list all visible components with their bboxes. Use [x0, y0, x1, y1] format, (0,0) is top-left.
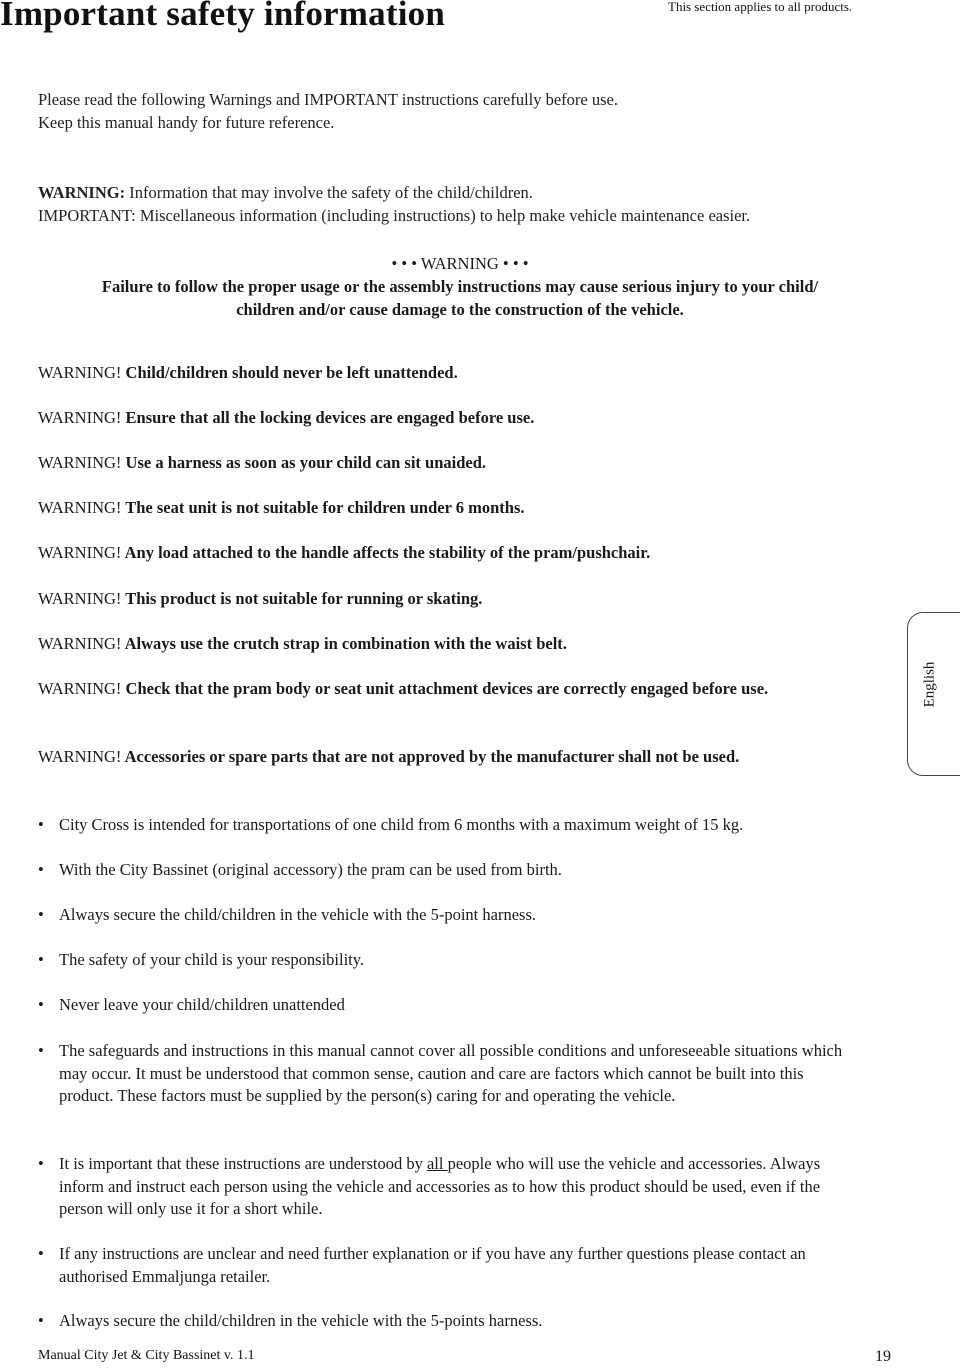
list-item-text: Never leave your child/children unattended	[59, 995, 345, 1014]
warning-text: Always use the crutch strap in combination with the waist belt.	[121, 634, 567, 653]
warning-label: WARNING!	[38, 747, 122, 766]
list-item-text: The safety of your child is your responsibility.	[59, 950, 365, 969]
bullet-marker: •	[38, 1041, 44, 1060]
list-item	[38, 1153, 858, 1221]
warning-text: Use a harness as soon as your child can sit unaided.	[121, 453, 487, 472]
warning-text: Check that the pram body or seat unit attachment devices are correctly engaged before use.	[121, 679, 769, 698]
warning-label: WARNING!	[38, 363, 122, 382]
list-item	[38, 1040, 858, 1108]
warning-text: The seat unit is not suitable for children under 6 months.	[121, 498, 525, 517]
bullet-marker: •	[38, 815, 44, 834]
bullet-marker: •	[38, 995, 44, 1014]
warning-item	[38, 587, 858, 610]
list-item	[38, 859, 858, 882]
warning-item	[38, 451, 858, 474]
list-item-text: If any instructions are unclear and need further explanation or if you have any further questions please contact an authorised Emmaljunga retailer.	[59, 1244, 806, 1286]
list-item	[38, 814, 858, 837]
list-item-text: Always secure the child/children in the vehicle with the 5-points harness.	[59, 1311, 543, 1330]
warning-item	[38, 541, 858, 564]
warning-label: WARNING!	[38, 543, 122, 562]
page-number: 19	[875, 1348, 891, 1365]
bullet-marker: •	[38, 860, 44, 879]
list-item-text-end: people who will use the vehicle and accessories. Always inform and instruct each person using the vehicle and accessories as to how this product should be used, even if the person will only use it for a short while.	[59, 1154, 821, 1219]
warning-label: WARNING!	[38, 453, 122, 472]
warning-notice-heading: • • • WARNING • • •	[391, 254, 529, 273]
list-item	[38, 1243, 858, 1288]
list-item-text	[59, 1153, 858, 1221]
warning-definition	[38, 183, 533, 203]
warning-item	[38, 496, 858, 519]
underlined-word: all	[426, 1154, 448, 1173]
warning-definition-text: Information that may involve the safety of the child/children.	[125, 183, 533, 202]
list-item-text-start: It is important that these instructions are understood by	[59, 1154, 427, 1173]
warning-text: Ensure that all the locking devices are engaged before use.	[121, 408, 535, 427]
warning-label: WARNING!	[38, 589, 122, 608]
intro-line-1: Please read the following Warnings and IMPORTANT instructions carefully before use.	[38, 90, 618, 109]
warning-label: WARNING!	[38, 498, 122, 517]
list-item	[38, 904, 858, 927]
warning-label: WARNING!	[38, 408, 122, 427]
warning-term: WARNING:	[38, 183, 126, 202]
list-item	[38, 1310, 858, 1333]
warning-text: Child/children should never be left unattended.	[121, 363, 458, 382]
page-title: Important safety information	[0, 0, 445, 33]
bullet-marker: •	[38, 950, 44, 969]
list-item	[38, 994, 858, 1017]
warning-item	[38, 677, 848, 700]
warning-item	[38, 406, 858, 429]
list-item	[38, 949, 858, 972]
warning-notice	[20, 252, 900, 321]
warning-notice-line-1: Failure to follow the proper usage or the assembly instructions may cause serious injury to your child/	[101, 277, 819, 296]
bullet-marker: •	[38, 1311, 44, 1330]
warning-item	[38, 361, 858, 384]
warning-text: This product is not suitable for running or skating.	[121, 589, 483, 608]
footer-manual-title: Manual City Jet & City Bassinet v. 1.1	[38, 1348, 255, 1363]
warning-label: WARNING!	[38, 634, 122, 653]
warning-text: Accessories or spare parts that are not approved by the manufacturer shall not be used.	[121, 747, 740, 766]
list-item-text: With the City Bassinet (original accessory) the pram can be used from birth.	[59, 860, 562, 879]
warning-item	[38, 632, 858, 655]
warning-label: WARNING!	[38, 679, 122, 698]
list-item-text: The safeguards and instructions in this manual cannot cover all possible conditions and unforeseeable situations which may occur. It must be understood that common sense, caution and care are factors which cannot be built into this product. These factors must be supplied by the person(s) caring for and operating the vehicle.	[59, 1041, 843, 1106]
warning-text: Any load attached to the handle affects the stability of the pram/pushchair.	[121, 543, 651, 562]
warning-item	[38, 745, 858, 768]
list-item-text: Always secure the child/children in the vehicle with the 5-point harness.	[59, 905, 536, 924]
language-tab-label: English	[921, 661, 938, 708]
bullet-marker: •	[38, 905, 44, 924]
bullet-marker: •	[38, 1154, 44, 1173]
intro-line-2: Keep this manual handy for future reference.	[38, 113, 335, 132]
warning-notice-line-2: children and/or cause damage to the construction of the vehicle.	[236, 300, 684, 319]
section-applies-note: This section applies to all products.	[668, 0, 853, 14]
important-definition: IMPORTANT: Miscellaneous information (including instructions) to help make vehicle maintenance easier.	[38, 206, 751, 225]
bullet-marker: •	[38, 1244, 44, 1263]
list-item-text: City Cross is intended for transportations of one child from 6 months with a maximum weight of 15 kg.	[59, 815, 744, 834]
